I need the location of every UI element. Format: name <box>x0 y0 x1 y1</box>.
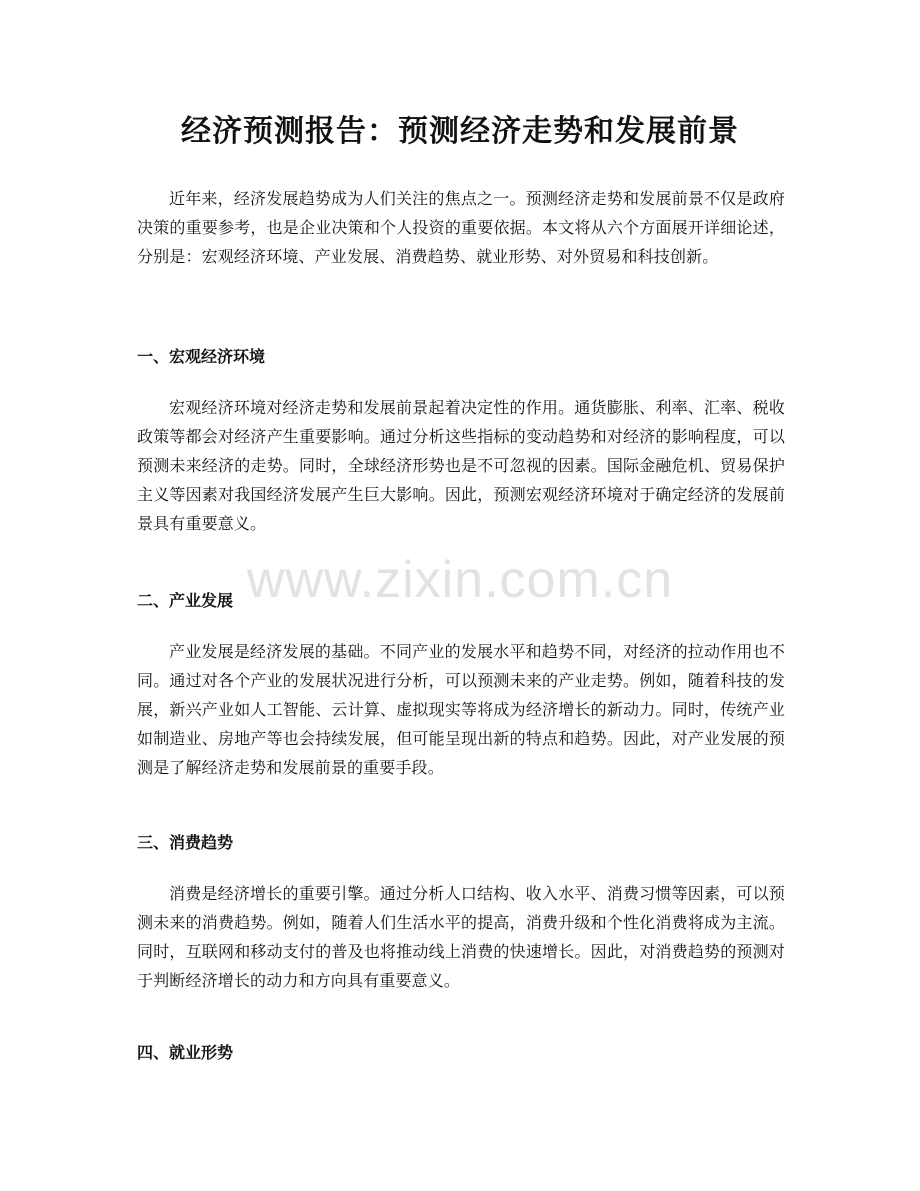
watermark: www.zixin.com.cn <box>246 551 674 609</box>
section-heading-macro-economy: 一、宏观经济环境 <box>137 347 266 366</box>
document-title: 经济预测报告：预测经济走势和发展前景 <box>181 114 739 149</box>
section-body-industry: 产业发展是经济发展的基础。不同产业的发展水平和趋势不同，对经济的拉动作用也不同。通过对各个产业的发展状况进行分析，可以预测未来的产业走势。例如，随着科技的发展，新兴产业如人工智能、云计算、虚拟现实等将成为经济增长的新动力。同时，传统产业如制造业、房地产等也会持续发展，但可能呈现出新的特点和趋势。因此，对产业发展的预测是了解经济走势和发展前景的重要手段。 <box>137 642 785 777</box>
intro-paragraph: 近年来，经济发展趋势成为人们关注的焦点之一。预测经济走势和发展前景不仅是政府决策的重要参考，也是企业决策和个人投资的重要依据。本文将从六个方面展开详细论述，分别是：宏观经济环境、产业发展、消费趋势、就业形势、对外贸易和科技创新。 <box>137 189 785 266</box>
section-body-macro-economy: 宏观经济环境对经济走势和发展前景起着决定性的作用。通货膨胀、利率、汇率、税收政策等都会对经济产生重要影响。通过分析这些指标的变动趋势和对经济的影响程度，可以预测未来经济的走势。同时，全球经济形势也是不可忽视的因素。国际金融危机、贸易保护主义等因素对我国经济发展产生巨大影响。因此，预测宏观经济环境对于确定经济的发展前景具有重要意义。 <box>137 398 785 533</box>
section-heading-consumption: 三、消费趋势 <box>137 833 234 852</box>
section-heading-employment: 四、就业形势 <box>137 1043 234 1062</box>
section-heading-industry: 二、产业发展 <box>137 591 234 610</box>
section-body-consumption: 消费是经济增长的重要引擎。通过分析人口结构、收入水平、消费习惯等因素，可以预测未来的消费趋势。例如，随着人们生活水平的提高，消费升级和个性化消费将成为主流。同时，互联网和移动支付的普及也将推动线上消费的快速增长。因此，对消费趋势的预测对于判断经济增长的动力和方向具有重要意义。 <box>137 884 785 990</box>
